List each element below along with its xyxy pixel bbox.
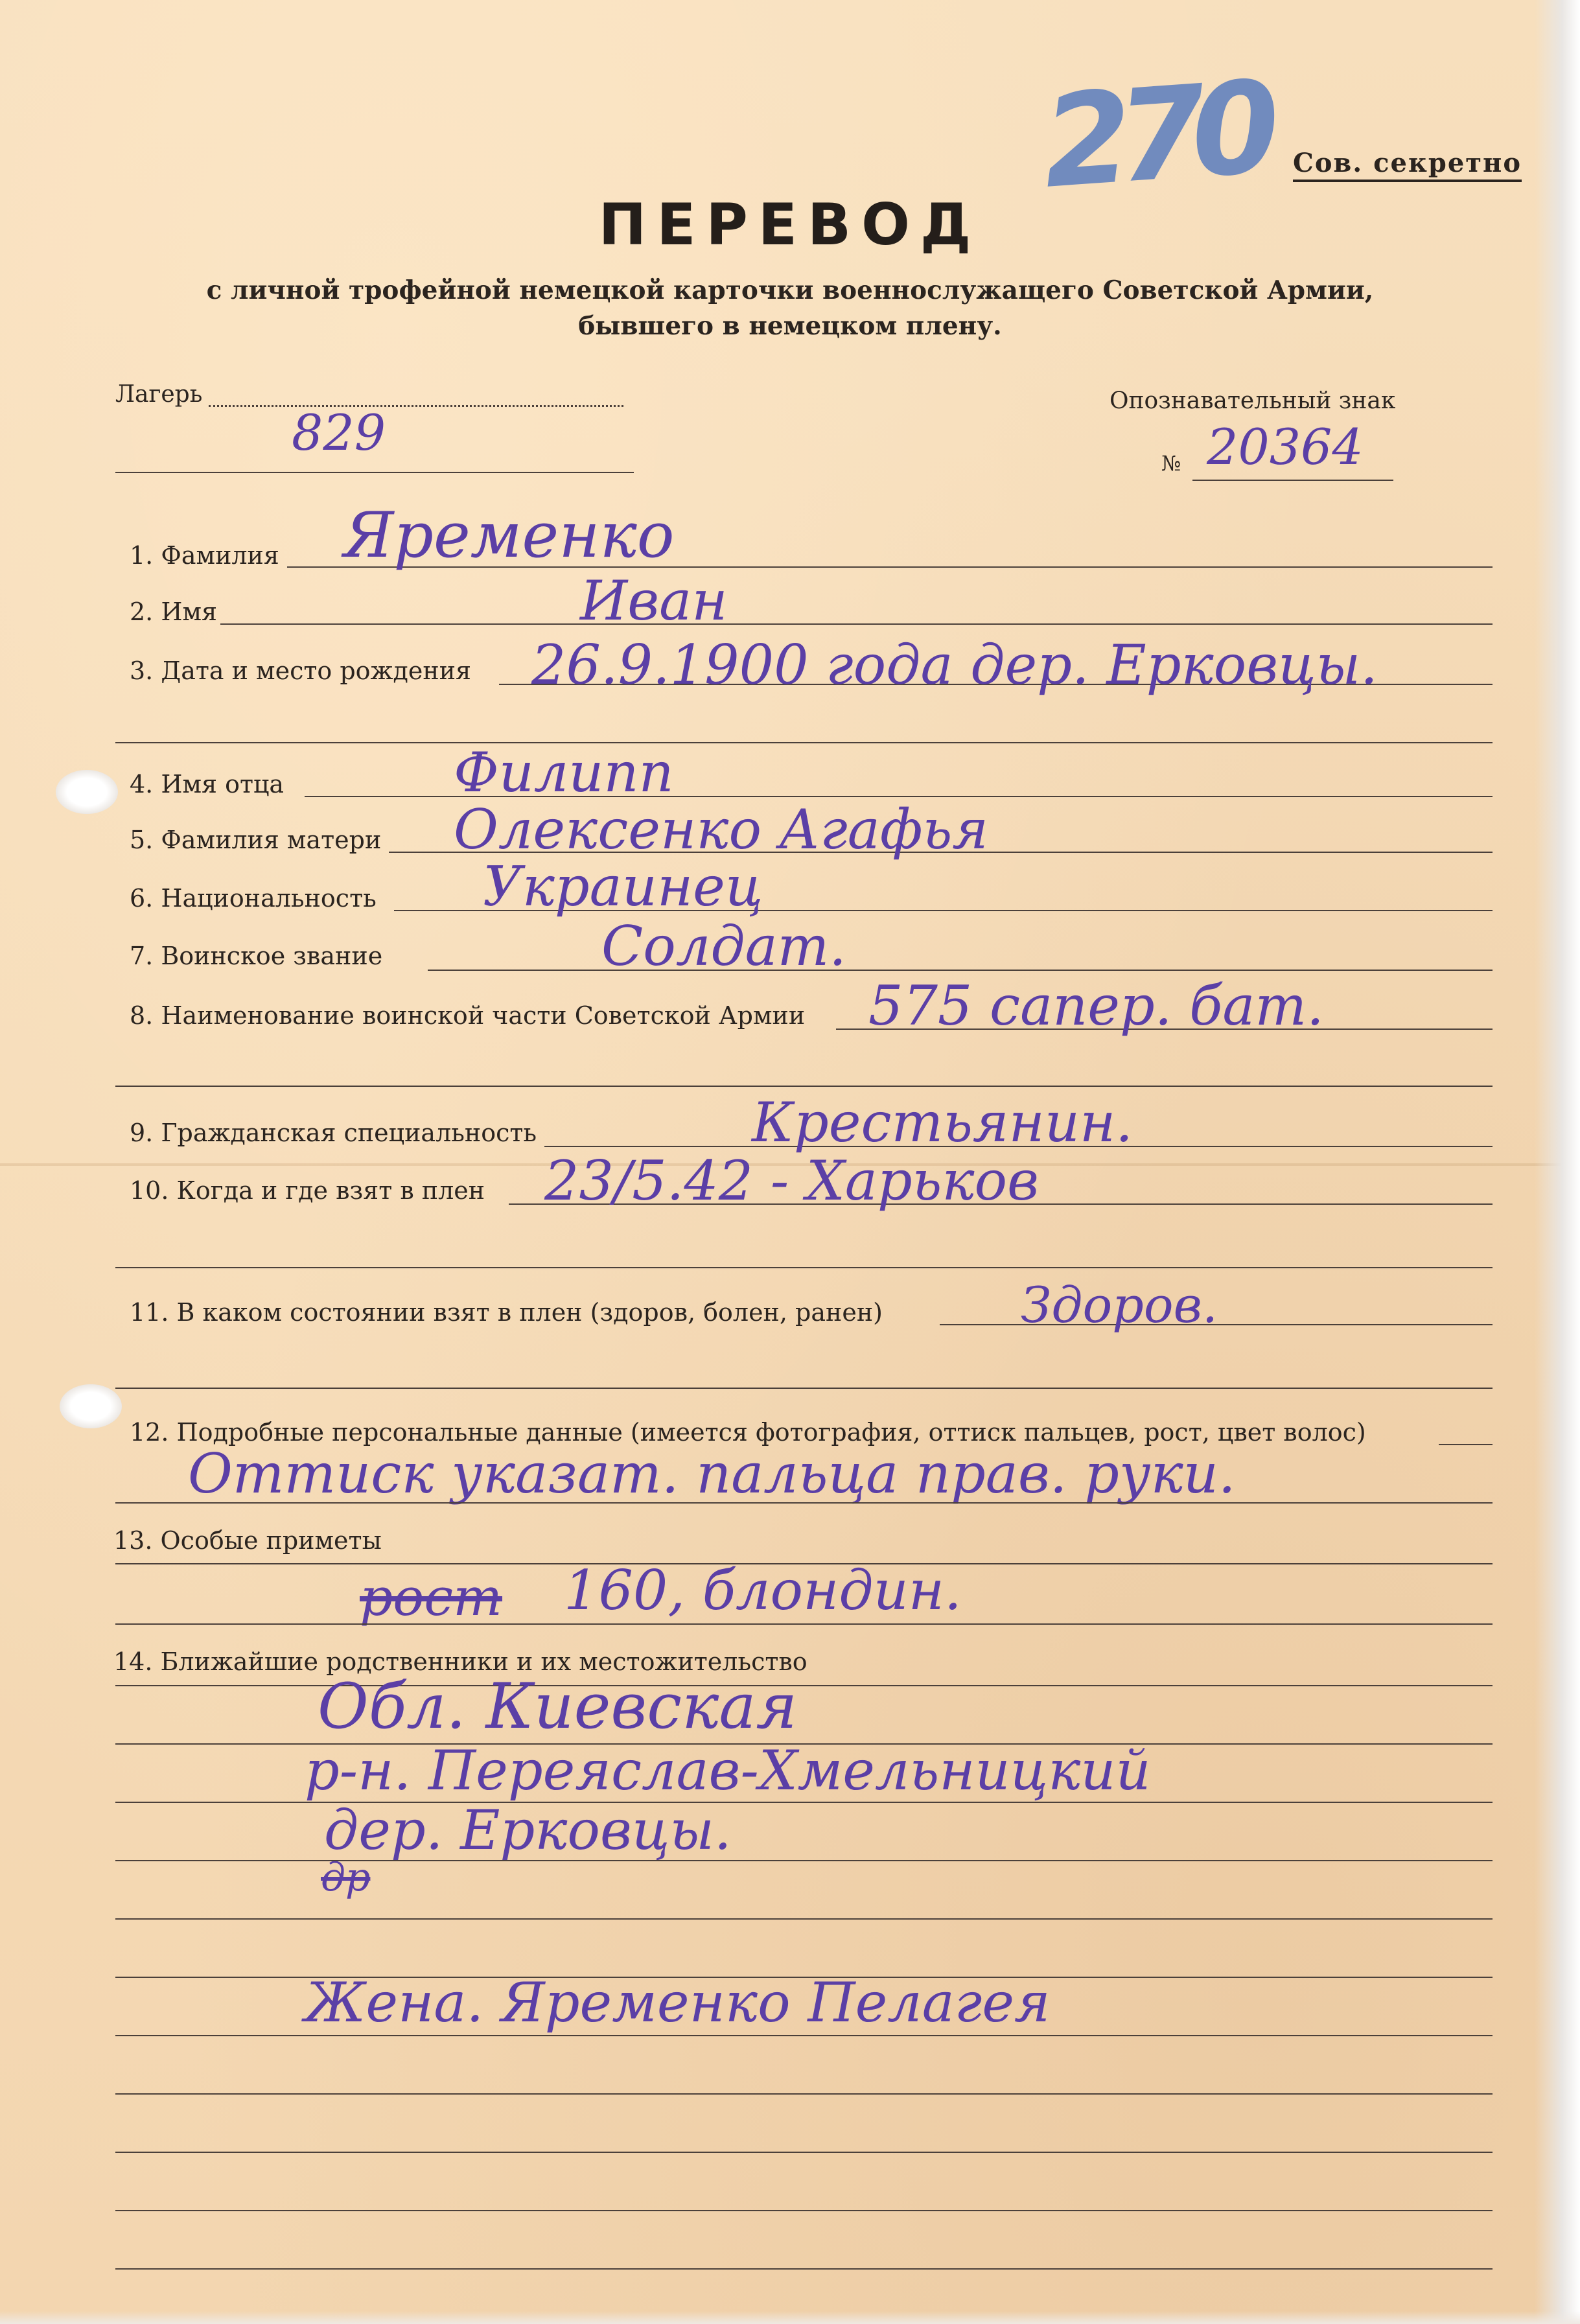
field-9-label: 9. Гражданская специальность — [130, 1119, 537, 1147]
field-13-struck-word: рост — [360, 1567, 503, 1627]
field-1-label: 1. Фамилия — [130, 541, 279, 570]
field-12-value: Оттиск указат. пальца прав. руки. — [188, 1442, 1236, 1505]
relatives-region: Обл. Киевская — [318, 1670, 798, 1743]
field-8-extra-line — [115, 1086, 1493, 1087]
field-5-label: 5. Фамилия матери — [130, 826, 382, 854]
punch-hole-upper — [56, 770, 118, 814]
field-10-value: 23/5.42 - Харьков — [544, 1149, 1040, 1213]
field-6-label: 6. Национальность — [130, 884, 377, 912]
field-3-value: 26.9.1900 года дер. Ерковцы. — [531, 633, 1378, 697]
id-tag-label: Опознавательный знак — [1109, 388, 1396, 414]
field-11-extra-line — [115, 1388, 1493, 1389]
field-10-label: 10. Когда и где взят в плен — [130, 1176, 485, 1205]
relatives-district: р-н. Переяслав-Хмельницкий — [305, 1739, 1151, 1802]
field-8-label: 8. Наименование воинской части Советской Армии — [130, 1001, 806, 1030]
field-13-extra-line — [115, 1623, 1493, 1625]
field-6-value: Украинец — [483, 855, 763, 918]
relatives-line-11 — [115, 2268, 1493, 2270]
document-title: ПЕРЕВОД — [598, 191, 982, 258]
classification-mark: Сов. секретно — [1293, 148, 1522, 182]
camp-dotted-line — [209, 405, 623, 407]
relatives-line-8 — [115, 2093, 1493, 2095]
field-12-label: 12. Подробные персональные данные (имеется фотография, оттиск пальцев, рост, цвет волос) — [130, 1418, 1366, 1447]
id-tag-value: 20364 — [1207, 418, 1364, 476]
relatives-line-3 — [115, 1802, 1493, 1803]
field-7-line — [428, 970, 1493, 971]
scan-right-edge — [1535, 0, 1580, 2324]
relatives-line-10 — [115, 2210, 1493, 2211]
punch-hole-lower — [60, 1384, 122, 1428]
relatives-line-4 — [115, 1860, 1493, 1861]
relatives-line-6 — [115, 1977, 1493, 1978]
relatives-struck-word: др — [321, 1855, 371, 1900]
handwritten-archive-number: 270 — [1038, 54, 1271, 217]
field-5-value: Олексенко Агафья — [454, 798, 988, 861]
field-13-label: 13. Особые приметы — [113, 1526, 382, 1555]
field-2-line — [220, 623, 1493, 625]
subtitle-line-1: с личной трофейной немецкой карточки военнослужащего Советской Армии, — [206, 275, 1374, 305]
field-14-label: 14. Ближайшие родственники и их местожительство — [113, 1647, 807, 1676]
camp-label: Лагерь — [115, 381, 203, 408]
scan-bottom-edge — [0, 2311, 1580, 2324]
field-4-value: Филипп — [454, 741, 674, 804]
field-3-extra-line — [115, 742, 1493, 743]
camp-value-line — [115, 472, 634, 473]
field-2-value: Иван — [580, 569, 728, 633]
field-7-value: Солдат. — [601, 914, 846, 978]
field-8-value: 575 сапер. бат. — [868, 974, 1324, 1038]
field-13-value: 160, блондин. — [564, 1559, 962, 1622]
relatives-line-5 — [115, 1918, 1493, 1920]
id-tag-line — [1192, 480, 1393, 481]
camp-value: 829 — [292, 404, 386, 461]
field-3-label: 3. Дата и место рождения — [130, 657, 472, 685]
id-tag-number-sign: № — [1161, 451, 1181, 476]
subtitle-line-2: бывшего в немецком плену. — [578, 311, 1002, 341]
field-2-label: 2. Имя — [130, 598, 218, 626]
field-12-line — [1439, 1444, 1493, 1445]
field-11-value: Здоров. — [1021, 1276, 1218, 1334]
field-4-label: 4. Имя отца — [130, 770, 285, 798]
field-10-extra-line — [115, 1267, 1493, 1268]
relatives-line-7 — [115, 2035, 1493, 2036]
relatives-line-9 — [115, 2152, 1493, 2153]
field-1-value: Яременко — [343, 499, 675, 572]
field-12-extra-line — [115, 1502, 1493, 1504]
relatives-village: дер. Ерковцы. — [324, 1798, 732, 1862]
field-7-label: 7. Воинское звание — [130, 942, 383, 970]
field-9-value: Крестьянин. — [752, 1091, 1133, 1154]
field-11-label: 11. В каком состоянии взят в плен (здоров, болен, ранен) — [130, 1298, 883, 1327]
relatives-wife: Жена. Яременко Пелагея — [305, 1971, 1051, 2034]
